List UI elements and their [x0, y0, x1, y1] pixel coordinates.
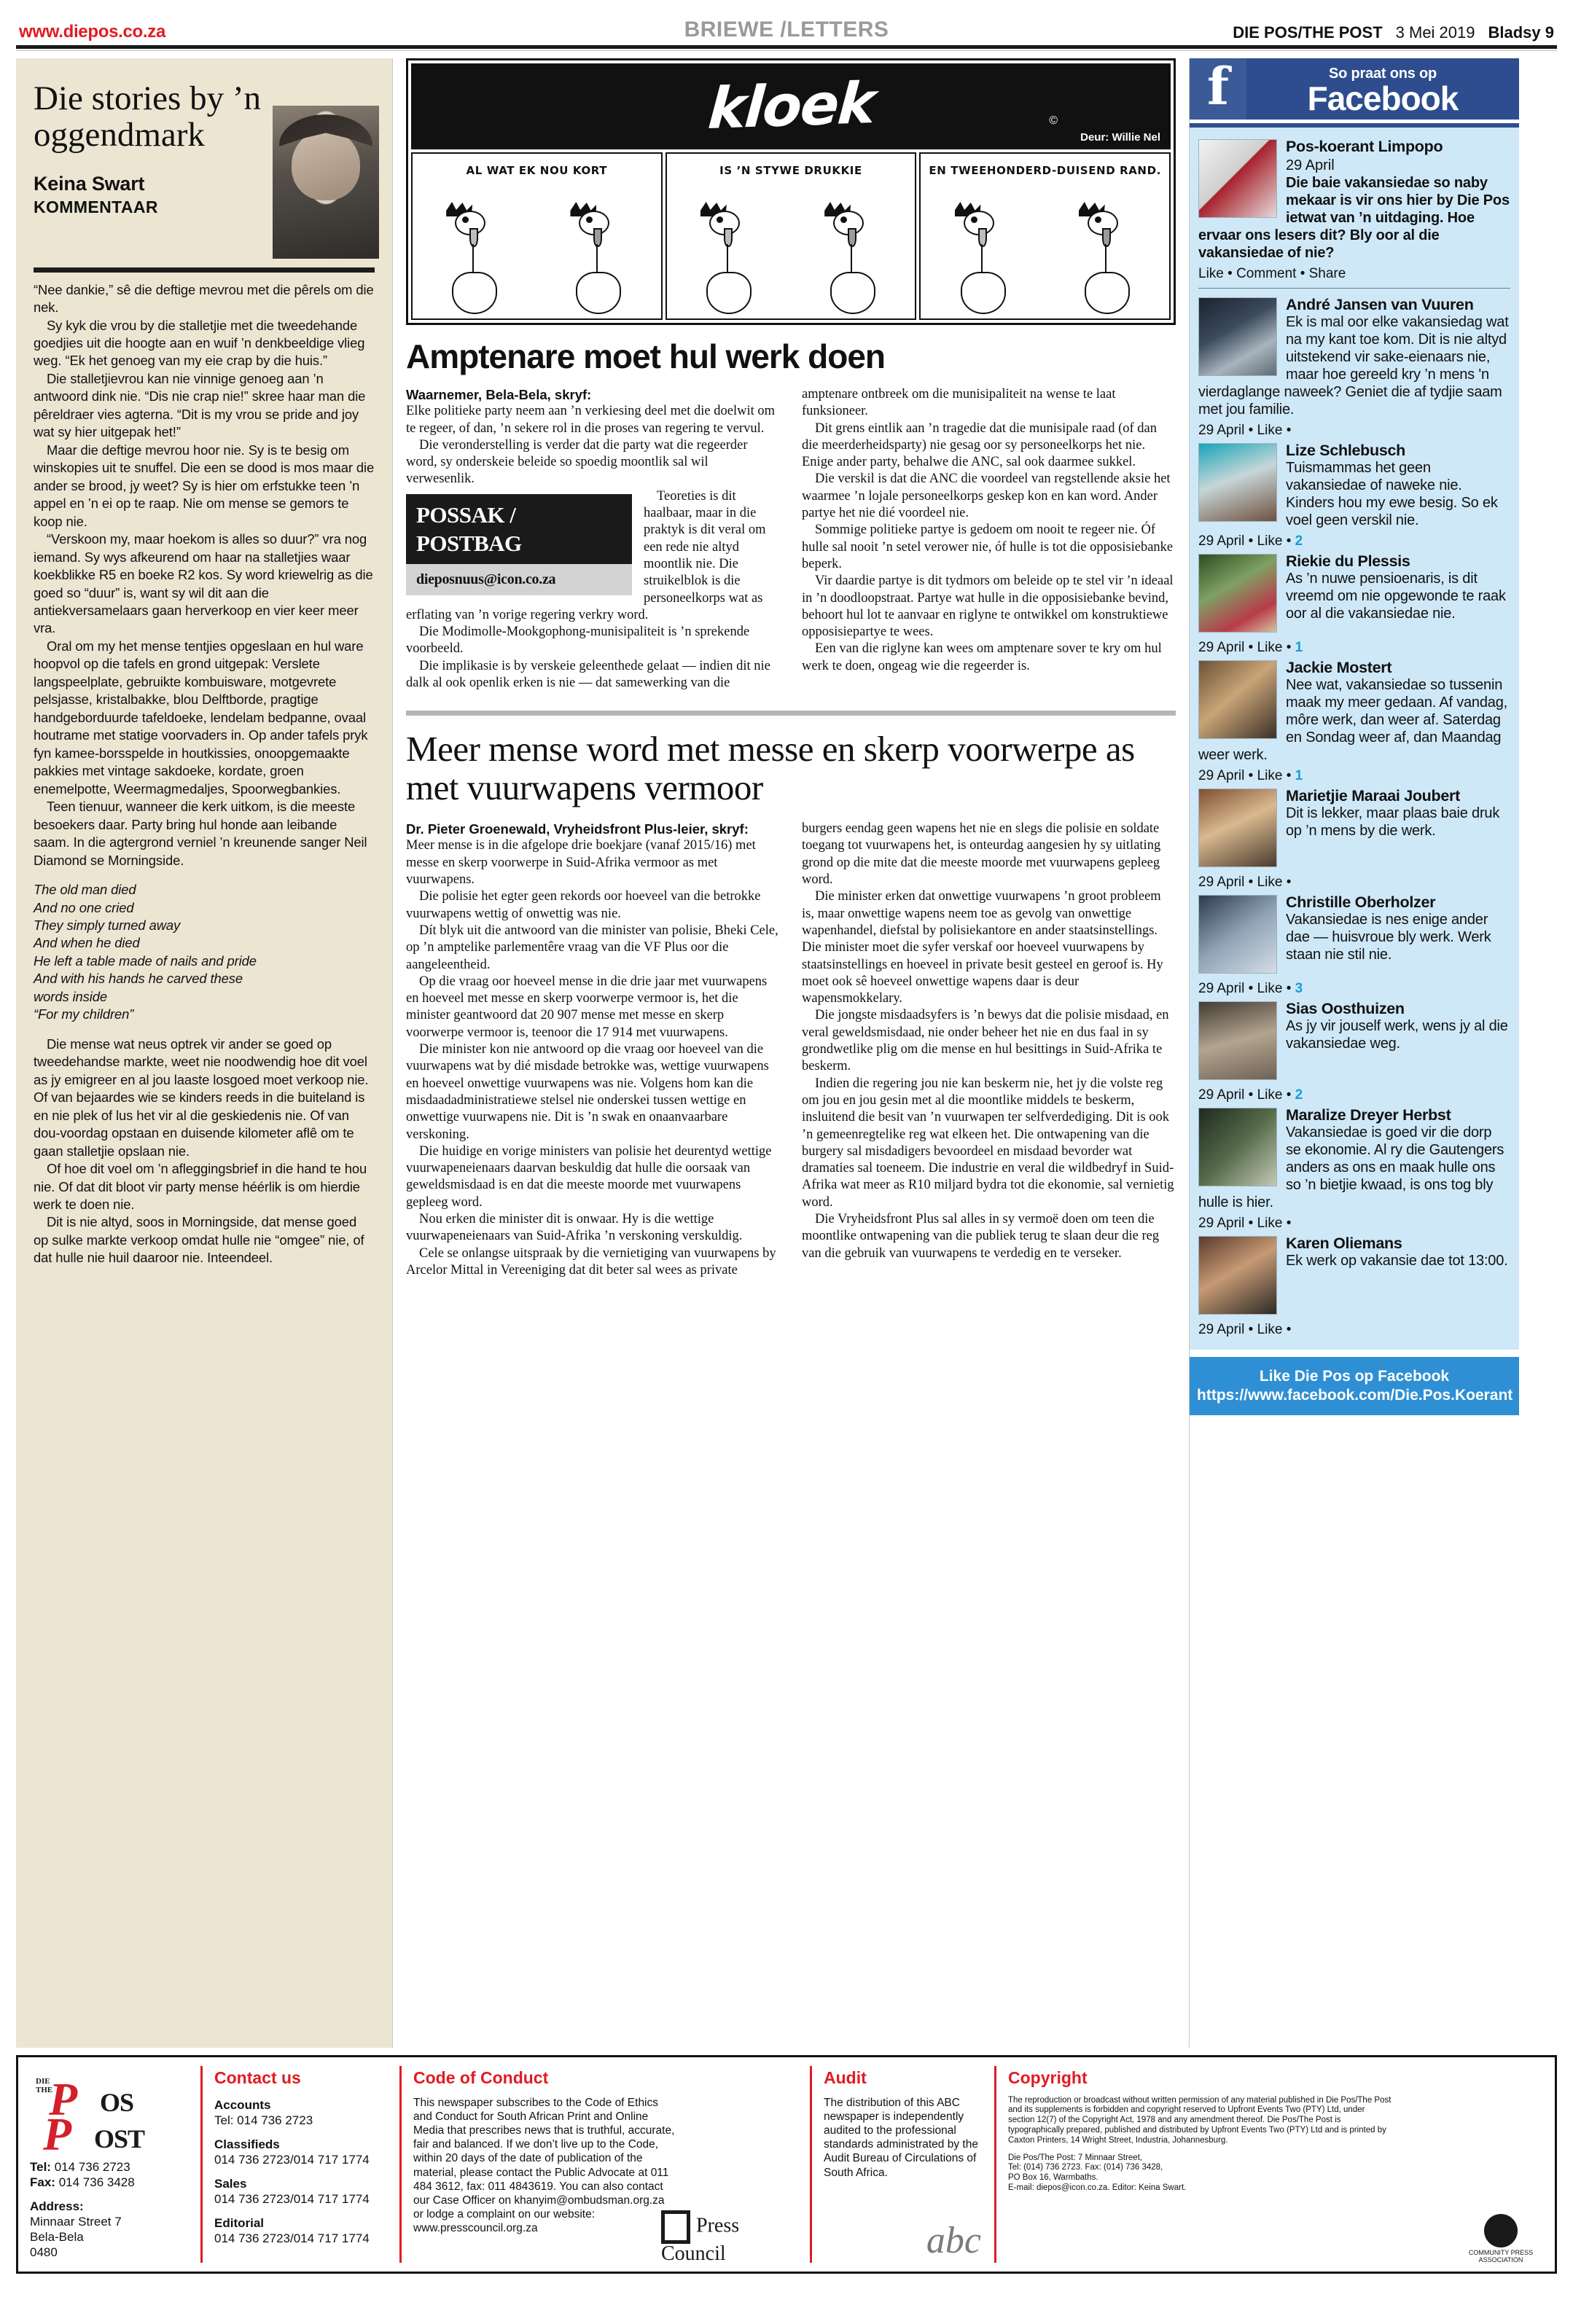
footer-masthead — [18, 2057, 200, 2272]
comment-meta[interactable]: 29 April • Like • 2 — [1198, 533, 1303, 549]
code-heading: Code of Conduct — [413, 2068, 549, 2087]
avatar — [1198, 660, 1277, 739]
post-author[interactable]: Pos-koerant Limpopo — [1286, 138, 1443, 155]
comment-meta[interactable]: 29 April • Like • 3 — [1198, 981, 1303, 997]
column-kicker: KOMMENTAAR — [34, 197, 158, 216]
footer-panel — [16, 2055, 1557, 2274]
opinion-paragraph: Dit is nie altyd, soos in Morningside, dat mense goed op sulke markte verkoop omdat hulle nie “omgee” nie, of dat hulle nie huil daaroor nie. Inteendeel. — [34, 1214, 364, 1266]
comment-meta[interactable]: 29 April • Like • — [1198, 423, 1292, 439]
article1-paragraph: Sommige politieke partye is gedoem om nooit te regeer nie. Óf hulle sal nooit ’n setel verower nie, óf hulle is tot die opposisiebanke beperk. — [802, 523, 1174, 571]
article1-paragraph: Die verskil is dat die ANC die voordeel van regstellende aksie het waarmee ’n lojale personeelkorps geskep kon en kan word. Ander partye het nie dié voordeel nie. — [802, 472, 1171, 521]
article2-paragraph: Die minister kon nie antwoord op die vraag oor hoeveel van die vuurwapens wat by dié misdade betrokke was, wettige vuurwapens en hoeveel onwettige vuurwapens was nie. Volgens hom kan die misdaadadministratiewe stelsel nie onderskei tussen wettige en onwettige vuurwapens nie. Dit is ’n swak en onaanvaarbare verskoning. — [406, 1042, 769, 1142]
bird-character — [698, 205, 760, 314]
footer-fax: Fax: 014 736 3428 — [30, 2175, 135, 2190]
comic-panels — [411, 152, 1171, 320]
facebook-banner-small: So praat ons op — [1328, 65, 1437, 82]
like-button[interactable]: Like — [1257, 533, 1283, 549]
avatar — [1198, 1236, 1277, 1315]
comment-author[interactable]: Riekie du Plessis — [1286, 552, 1410, 571]
copyright-tel: Tel: (014) 736 2723. Fax: (014) 736 3428, — [1008, 2163, 1163, 2172]
comment-text: As jy vir jouself werk, wens jy al die vakansiedae weg. — [1286, 1018, 1508, 1052]
comment-date: 29 April — [1198, 423, 1245, 439]
article1-lede-text: Waarnemer, Bela-Bela, skryf: — [406, 387, 592, 402]
page-grid — [0, 51, 1573, 2048]
postbag-box — [406, 494, 632, 595]
avatar — [1198, 895, 1277, 974]
article2-body — [406, 821, 1176, 1279]
abc-logo: abc — [926, 2219, 981, 2261]
comment-date: 29 April — [1198, 640, 1245, 656]
comment-date: 29 April — [1198, 768, 1245, 784]
audit-heading: Audit — [824, 2068, 867, 2087]
like-button[interactable]: Like — [1257, 1216, 1283, 1232]
poem-line: And with his hands he carved these — [34, 971, 243, 987]
copyright-heading: Copyright — [1008, 2068, 1088, 2087]
comment-date: 29 April — [1198, 875, 1245, 891]
comment-date: 29 April — [1198, 981, 1245, 997]
like-count: 1 — [1295, 768, 1303, 784]
footer-code-of-conduct — [402, 2057, 810, 2272]
article2-paragraph: Die Vryheidsfront Plus sal alles in sy vermoë doen om teen die moontlike ontwapening van die publiek terug te slaan deur die reg van die gebruik van vuurwapens te verdedig en te verseker. — [802, 1211, 1160, 1261]
facebook-footer-link[interactable]: Like Die Pos op Facebook https://www.facebook.com/Die.Pos.Koerant — [1190, 1357, 1519, 1415]
press-council-mark — [661, 2210, 690, 2244]
cpa-logo: COMMUNITY PRESS ASSOCIATION — [1457, 2214, 1545, 2264]
contact-heading: Contact us — [214, 2068, 301, 2087]
poem-line: And when he died — [34, 935, 140, 951]
section-title: BRIEWE /LETTERS — [684, 17, 889, 42]
avatar — [1198, 1001, 1277, 1080]
poem-line: He left a table made of nails and pride — [34, 952, 257, 969]
article2-headline: Meer mense word met messe en skerp voorwerpe as met vuurwapens vermoor — [406, 729, 1135, 808]
footer-address-label: Address: — [30, 2199, 84, 2214]
opinion-paragraph: Die stalletjievrou kan nie vinnige genoeg aan ’n antwoord dink nie. “Dis nie crap nie!” skree haar man die pêreldraer vies agterna. “Dit is my vrou se pride and joy wat sy hier uitgepak het!” — [34, 370, 366, 440]
article1-paragraph: Een van die riglyne kan wees om amptenare sover te kry om hul werk te doen, ongeag wie die regeerder is. — [802, 641, 1162, 673]
comment-date: 29 April — [1198, 1087, 1245, 1103]
like-count: 2 — [1295, 1087, 1303, 1103]
opinion-paragraph: Maar die deftige mevrou hoor nie. Sy is te besig om winskopies uit te snuffel. Die een se dood is mos maar die ander se brood, jy weet? Sy is hier om erfstukke teen ’n appel en ’n ei op te raap. Nie om mense se gemors te koop nie. — [34, 442, 375, 529]
comment-meta[interactable]: 29 April • Like • 1 — [1198, 768, 1303, 784]
comic-logo: kloek — [705, 71, 876, 142]
comment-author[interactable]: Christille Oberholzer — [1286, 893, 1436, 912]
footer-address-1: Minnaar Street 7 — [30, 2215, 122, 2229]
website-url[interactable]: www.diepos.co.za — [19, 22, 166, 42]
opinion-title: Die stories by ’n oggendmark — [34, 79, 261, 154]
comment-author[interactable]: Karen Oliemans — [1286, 1235, 1402, 1253]
comment-text: Ek is mal oor elke vakansiedag wat na my kant toe kom. Dit is nie altyd uitstekend vir sake-eienaars nie, maar hoe gereeld kry ’n mens 'n vierdaglange naweek? Geniet die af tydjie saam met jou familie. — [1198, 314, 1509, 418]
comment-author[interactable]: Jackie Mostert — [1286, 659, 1392, 677]
opinion-paragraph: Sy kyk die vrou by die stalletjie met die tweedehande goedjies uit die hoogte aan en wuif ’n denkbeeldige vlieg weg. “Ek het genoeg van my eie crap by die huis.” — [34, 317, 365, 369]
avatar — [1198, 1108, 1277, 1186]
footer-address-3: 0480 — [30, 2245, 58, 2260]
pos-logo — [30, 2067, 176, 2160]
article1-headline: Amptenare moet hul werk doen — [406, 337, 886, 375]
article2-paragraph: Die jongste misdaadsyfers is ’n bewys dat die polisie misdaad, en veral geweldsmisdaad, nie onder beheer het nie en dus faal in sy grondwetlike plig om die mense en hul besittings in Suid-Afrika te beskerm. — [802, 1008, 1169, 1074]
comment-text: Dit is lekker, maar plaas baie druk op ’n mens by die werk. — [1286, 805, 1500, 840]
poem-line: words inside — [34, 988, 108, 1004]
article1-paragraph: Die Modimolle-Mookgophong-munisipaliteit is ’n sprekende voorbeeld. — [406, 625, 750, 657]
facebook-post — [1198, 138, 1510, 289]
copyright-text: The reproduction or broadcast without written permission of any material published in Die Pos/The Post and its supplements is forbidden and copyright reserved to Upfront Events Two (PTY) Ltd, under section 12(7) of the Copyright Act, 1978 and any amendment thereof. Die Pos/The Post is typographically prepared, published and distributed by Upfront Events Two (PTY) Ltd and is printed by Caxton Printers, 14 Wright Street, Industria, Johannesburg. — [1008, 2095, 1392, 2145]
comment-text: Vakansiedae is goed vir die dorp se ekonomie. Al ry die Gautengers anders as ons en maak hulle ons so ’n bietjie kwaad, is ons tog bly hulle is hier. — [1198, 1124, 1504, 1211]
like-button[interactable]: Like — [1257, 768, 1283, 784]
article2-paragraph: Dít blyk uit die antwoord van die minister van polisie, Bheki Cele, op ’n amptelike parlementêre vraag van die VF Plus oor die aangeleentheid. — [406, 923, 778, 972]
comment-meta[interactable]: 29 April • Like • 2 — [1198, 1087, 1303, 1103]
comment-author[interactable]: André Jansen van Vuuren — [1286, 296, 1474, 314]
opinion-column — [16, 58, 392, 2048]
bird-character — [821, 205, 884, 314]
article1-paragraph: Teoreties is dit haalbaar, maar in die praktyk is dit veral om een rede nie altyd moontlik nie. Die struikelblok is die personeelkorps wat as erflating van ’n vorige regering verkry word. — [406, 488, 766, 622]
postbag-email[interactable]: dieposnuus@icon.co.za — [406, 564, 632, 595]
comment-meta[interactable]: 29 April • Like • — [1198, 1216, 1292, 1232]
article2-paragraph: Die huidige en vorige ministers van polisie het deurentyd wettige vuurwapeneienaars daarvan beskuldig dat hulle die oorsaak van geweldsmisdaad is en dat die meeste moorde met vuurwapens gepleeg word. — [406, 1143, 772, 1210]
bird-character — [443, 205, 506, 314]
avatar — [1198, 297, 1277, 376]
like-button[interactable]: Like — [1257, 1322, 1283, 1338]
pos-logo-tiny: DIE THE — [36, 2077, 53, 2094]
article2-paragraph: Die polisie het egter geen rekords oor hoeveel van die betrokke vuurwapens wettig of onwettig was nie. — [406, 889, 761, 921]
pos-logo-p: P — [49, 2073, 78, 2125]
comment-author[interactable]: Marietjie Maraai Joubert — [1286, 787, 1460, 805]
opinion-divider — [34, 267, 375, 273]
post-divider — [1198, 288, 1510, 289]
poem-line: And no one cried — [34, 899, 134, 915]
poem-line: “For my children” — [34, 1006, 134, 1022]
like-button[interactable]: Like — [1257, 981, 1283, 997]
pos-logo-p2: P — [43, 2108, 72, 2160]
bird-character — [1076, 205, 1139, 314]
footer-contact — [203, 2057, 399, 2272]
like-button[interactable]: Like — [1257, 1087, 1283, 1103]
issue-date: 3 Mei 2019 — [1395, 23, 1475, 42]
facebook-comment — [1198, 296, 1510, 439]
article-separator — [406, 711, 1176, 716]
footer-address-2: Bela-Bela — [30, 2230, 84, 2245]
contact-value: 014 736 2723/014 717 1774 — [214, 2191, 370, 2206]
facebook-comment — [1198, 442, 1510, 549]
opinion-poem — [34, 881, 375, 1024]
press-council-logo: Press Council — [661, 2210, 800, 2264]
comic-panel — [919, 152, 1171, 320]
article2-lede — [406, 821, 780, 837]
avatar — [1198, 554, 1277, 633]
copyright-address: Die Pos/The Post: 7 Minnaar Street, — [1008, 2153, 1143, 2162]
contact-label: Sales — [214, 2176, 247, 2191]
footer-copyright — [996, 2057, 1555, 2272]
comic-credit: Deur: Willie Nel — [1080, 131, 1160, 144]
article1-lede — [406, 386, 780, 403]
comic-panel — [411, 152, 663, 320]
comic-characters — [667, 205, 916, 314]
like-count: 1 — [1295, 640, 1303, 656]
avatar — [1198, 139, 1277, 218]
comment-text: Ek werk op vakansie dae tot 13:00. — [1286, 1253, 1508, 1269]
poem-line: They simply turned away — [34, 917, 181, 933]
poem-line: The old man died — [34, 882, 136, 898]
comment-text: Tuismammas het geen vakansiedae of naweke nie. Kinders hou my ewe besig. So ek voel geen verskil nie. — [1286, 460, 1498, 529]
article2-paragraph: Op die vraag oor hoeveel mense in die drie jaar met vuurwapens en hoeveel met messe en skerp voorwerpe vermoor is, het die minister geantwoord dat 20 907 mense met messe en skerp voorwerpe vermoor is, teenoor die 17 914 met vuurwapens. — [406, 974, 768, 1040]
article2-paragraph: Indien die regering jou nie kan beskerm nie, het jy die volste reg om jou en jou gesin met al die moontlike middels te beskerm, insluitend die besit van ’n vuurwapen ter selfverdediging. Dit is ook ’n gemeenregtelike reg wat elkeen het. Die ontwapening van die burgery sal misdadigers bevoordeel en misdaad bevorder wat dramaties sal toeneem. Die industrie en veral die wildbedryf in Suid-Afrika wat meer as R10 miljard bydra tot die ekonomie, sal vernietig word. — [802, 1076, 1174, 1210]
article2-paragraph: Meer mense is in die afgelope drie boekjare (vanaf 2015/16) met messe en skerp voorwerpe in Suid-Afrika vermoor as met vuurwapens. — [406, 838, 756, 888]
contact-value: 014 736 2723/014 717 1774 — [214, 2152, 370, 2167]
comic-panel — [666, 152, 917, 320]
footer-tel: Tel: 014 736 2723 — [30, 2160, 130, 2174]
post-actions[interactable]: Like • Comment • Share — [1198, 266, 1346, 282]
comment-text: As ’n nuwe pensioenaris, is dit vreemd om nie opgewonde te raak oor al die vakansiedae nie. — [1286, 571, 1506, 622]
comment-text: Vakansiedae is nes enige ander dae — huisvroue bly werk. Werk staan nie stil nie. — [1286, 912, 1491, 963]
footer-audit — [812, 2057, 994, 2272]
postbag-label: POSSAK / POSTBAG — [406, 494, 632, 564]
comment-text: Nee wat, vakansiedae so tussenin maak my meer gedaan. Af vandag, môre werk, dan weer af. Saterdag en Sondag weer af, dan Maandag weer werk. — [1198, 677, 1507, 764]
post-text: Die baie vakansiedae so naby mekaar is vir ons hier by Die Pos ietwat van ’n uitdaging. Hoe ervaar ons lesers dit? Bly oor al die vakansiedae of nie? — [1198, 175, 1510, 262]
masthead-rule — [16, 45, 1557, 49]
contact-value: 014 736 2723/014 717 1774 — [214, 2231, 370, 2246]
facebook-comment — [1198, 893, 1510, 997]
article1-paragraph: Dit grens eintlik aan ’n tragedie dat die munisipale raad (of dan die meerderheidsparty) nie gesag oor sy personeelkorps het nie. Enige ander party, behalwe die ANC, sal ook daarmee sukkel. — [802, 420, 1158, 470]
comment-author[interactable]: Sias Oosthuizen — [1286, 1000, 1405, 1018]
article1-paragraph: Vir daardie partye is dit tydmors om beleide op te stel vir ’n ideaal in ’n doodloopstraat. Partye wat hulle in die opposisiebanke bevind, behoort hul lot te aanvaar en riglyne te ontwikkel om konstruktiewe opposisiepartye te wees. — [802, 574, 1174, 640]
facebook-comment — [1198, 659, 1510, 784]
like-button[interactable]: Like — [1257, 640, 1283, 656]
article2-paragraph: Nou erken die minister dit is onwaar. Hy is die wettige vuurwapeneienaars van Suid-Afrika ’n verskoning verskuldig. — [406, 1211, 743, 1244]
comment-date: 29 April — [1198, 533, 1245, 549]
comment-meta[interactable]: 29 April • Like • 1 — [1198, 640, 1303, 656]
comic-panel-caption: IS ’N STYWE DRUKKIE — [719, 164, 862, 177]
like-button[interactable]: Like — [1257, 423, 1283, 439]
opinion-paragraph: Die mense wat neus optrek vir ander se goed op tweedehandse markte, weet nie noodwendig hoe dit voel as jy emigreer en al jou laaste losgoed moet verkoop nie. Of van bejaardes wie se kinders reeds in die buiteland is en nie plek of lus het vir al die geskiedenis nie. Of van dou-voordag opstaan en duisende kilometer aflê om te gaan stalletjie opslaan nie. — [34, 1036, 369, 1159]
copyright-email: E-mail: diepos@icon.co.za. Editor: Keina Swart. — [1008, 2183, 1187, 2192]
code-text: This newspaper subscribes to the Code of Ethics and Conduct for South African Print and Online Media that prescribes news that is truthful, accurate, fair and balanced. If we don’t live up to the Code, within 20 days of the date of publication of the material, please contact the Public Advocate at 011 484 3612, fax: 011 4843619. You can also contact our Case Officer on khanyim@ombudsman.org.za or lodge a complaint on our website: www.presscouncil.org.za — [413, 2096, 675, 2235]
opinion-paragraph: “Nee dankie,” sê die deftige mevrou met die pêrels om die nek. — [34, 281, 374, 316]
opinion-body — [34, 281, 375, 1267]
comment-meta[interactable]: 29 April • Like • — [1198, 875, 1292, 891]
facebook-banner-text — [1246, 58, 1519, 120]
paper-name: DIE POS/THE POST — [1233, 23, 1383, 42]
comment-date: 29 April — [1198, 1322, 1245, 1338]
comic-panel-caption: EN TWEEHONDERD-DUISEND RAND. — [929, 164, 1161, 177]
opinion-paragraph: Of hoe dit voel om ’n afleggingsbrief in die hand te hou nie. Of dat dit bloot vir party mense héérlik is om hierdie werk te doen nie. — [34, 1161, 367, 1212]
facebook-comment — [1198, 552, 1510, 656]
page-number: Bladsy 9 — [1488, 23, 1554, 42]
article1-body — [406, 386, 1176, 692]
opinion-byline — [34, 173, 375, 260]
main-column — [393, 58, 1189, 2048]
comment-author[interactable]: Lize Schlebusch — [1286, 442, 1405, 460]
article2-paragraph: Cele se onlangse uitspraak by die vernietiging van vuurwapens by Arcelor Mittal in Vereeniging dat dit beter sal wees as private burgers eendag geen wapens het nie en slegs die polisie en soldate toegang tot vuurwapens het, is onteurdag aangesien hy sy uitlating grond op die mite dat die meeste moorde met vuurwapens gepleeg word. — [406, 821, 1161, 1278]
avatar — [1198, 789, 1277, 867]
comic-characters — [921, 205, 1169, 314]
contact-value: Tel: 014 736 2723 — [214, 2113, 313, 2127]
avatar — [1198, 443, 1277, 522]
facebook-comment — [1198, 787, 1510, 891]
comic-characters — [413, 205, 661, 314]
facebook-comment — [1198, 1106, 1510, 1232]
article1-paragraph: Die veronderstelling is verder dat die party wat die regeerder word, sy onderskeie beleide so spoedig moontlik sal wil verwesenlik. — [406, 437, 748, 487]
article1-paragraph: Die implikasie is by verskeie geleenthede gelaat — indien dit nie dalk al ook openlik erken is nie — dat samewerking van die amptenare ontbreek om die munisipaliteit na wense te laat funksioneer. — [406, 387, 1116, 691]
article2-paragraph: Die minister erken dat onwettige vuurwapens ’n groot probleem is, maar onwettige wapens neem toe as gevolg van onwettige wapenhandel, diefstal by polisiekantore en ander staatsinstellings. Die minister moet die syfer verskaf oor hoeveel vuurwapens by staatsinstellings en hoeveel in private besit gesteel en geroof is. Hy moet ook sê hoeveel onwettige wapens daar is deur wapensmokkelary. — [802, 889, 1163, 1006]
opinion-paragraph: Oral om my het mense tentjies opgeslaan en hul ware hoopvol op die tafels en grond uitgepak: Verslete langspeelplate, gebruikte kombuisware, motgevrete pelsjasse, kristalbakke, blou Delftborde, pragtige handgeborduurde tafeldoeke, lendelam bedpanne, ovaal houtrame met statige voorvaders in. Op ander tafels pryk fyn kamee-borsspelde in houtkissies, onoopgemaakte pakkies met vintage sakdoeke, kordate, groen enemelpotte, Weermagmedaljes, Spoorwegbankies. — [34, 638, 368, 797]
cpa-icon — [1484, 2214, 1518, 2247]
facebook-comment — [1198, 1235, 1510, 1338]
facebook-comment — [1198, 1000, 1510, 1103]
masthead — [0, 0, 1573, 45]
columnist-portrait — [273, 106, 379, 259]
contact-label: Editorial — [214, 2215, 265, 2230]
opinion-paragraph: Teen tienuur, wanneer die kerk uitkom, is die meeste besoekers daar. Party bring hul honde aan leibande saam. In die agtergrond verniel ’n kreunende sanger Neil Diamond se Morningside. — [34, 799, 367, 868]
columnist-name: Keina Swart — [34, 172, 145, 195]
comic-title-bar — [411, 63, 1171, 149]
comment-author[interactable]: Maralize Dreyer Herbst — [1286, 1106, 1451, 1124]
opinion-paragraph: “Verskoon my, maar hoekom is alles so duur?” vra nog iemand. Sy wys afkeurend om haar na stalletjies waar koekblikke R5 en boeke R2 kos. Sy word kriewelrig as die goed so “duur” is, want sy wil dit aan die antiekversamelaars gaan herverkoop en vier keer meer vra. — [34, 531, 373, 636]
comment-date: 29 April — [1198, 1216, 1245, 1232]
post-date: 29 April — [1286, 157, 1335, 174]
pos-logo-os: OS — [100, 2088, 134, 2117]
facebook-icon: f — [1190, 58, 1246, 120]
article1-paragraph: Elke politieke party neem aan ’n verkiesing deel met die doelwit om te regeer, of dan, ’n sekere rol in die proses van regering te vervul. — [406, 404, 776, 436]
contact-label: Classifieds — [214, 2137, 280, 2151]
contact-label: Accounts — [214, 2097, 271, 2112]
facebook-banner — [1190, 58, 1519, 120]
copyright-icon: © — [1049, 114, 1058, 127]
like-count: 3 — [1295, 981, 1303, 997]
pos-logo-ost: OST — [94, 2124, 145, 2153]
copyright-box: PO Box 16, Warmbaths. — [1008, 2173, 1098, 2183]
like-button[interactable]: Like — [1257, 875, 1283, 891]
facebook-column — [1190, 58, 1519, 2048]
comment-meta[interactable]: 29 April • Like • — [1198, 1322, 1292, 1338]
like-count: 2 — [1295, 533, 1303, 549]
article2-lede-text: Dr. Pieter Groenewald, Vryheidsfront Plus-leier, skryf: — [406, 821, 749, 837]
audit-text: The distribution of this ABC newspaper is independently audited to the professional standards administrated by the Audit Bureau of Circulations of South Africa. — [824, 2096, 978, 2179]
facebook-banner-big: Facebook — [1307, 79, 1459, 117]
opinion-panel — [16, 58, 392, 2048]
masthead-right — [1233, 23, 1554, 42]
bird-character — [567, 205, 630, 314]
comic-strip — [406, 58, 1176, 325]
facebook-feed — [1190, 128, 1519, 1350]
bird-character — [952, 205, 1015, 314]
comic-panel-caption: AL WAT EK NOU KORT — [466, 164, 608, 177]
